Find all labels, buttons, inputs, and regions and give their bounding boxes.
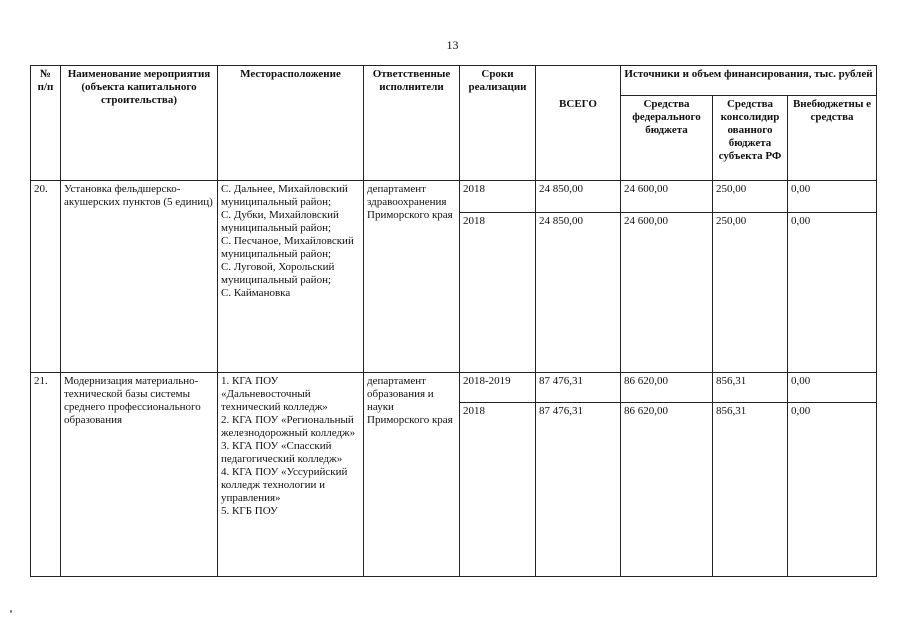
row-consolidated: 856,31 [713, 373, 788, 403]
row-total: 24 850,00 [536, 213, 621, 235]
row-name: Установка фельдшерско-акушерских пунктов (5 единиц) [61, 181, 218, 373]
header-name: Наименование мероприятия (объекта капитального строительства) [61, 66, 218, 181]
row-num: 20. [31, 181, 61, 373]
header-num: № п/п [31, 66, 61, 181]
row-federal-blank [621, 425, 713, 577]
row-consolidated: 250,00 [713, 213, 788, 235]
row-extrabudget: 0,00 [788, 213, 877, 235]
row-federal: 24 600,00 [621, 181, 713, 213]
header-location: Месторасположение [218, 66, 364, 181]
header-extrabudget: Внебюджетны е средства [788, 96, 877, 181]
row-total: 87 476,31 [536, 403, 621, 425]
header-consolidated: Средства консолидир ованного бюджета субъекта РФ [713, 96, 788, 181]
row-responsible: департамент образования и науки Приморского края [364, 373, 460, 577]
page-number: 13 [446, 38, 459, 52]
row-extrabudget: 0,00 [788, 373, 877, 403]
financing-table [30, 65, 877, 577]
row-consolidated-blank [713, 425, 788, 577]
row-location: С. Дальнее, Михайловский муниципальный район; С. Дубки, Михайловский муниципальный район; С. Песчаное, Михайловский муниципальный район; С. Луговой, Хорольский муниципальный район; С. Каймановка [218, 181, 364, 373]
row-location: 1. КГА ПОУ «Дальневосточный технический колледж» 2. КГА ПОУ «Региональный железнодорожный колледж» 3. КГА ПОУ «Спасский педагогический колледж» 4. КГА ПОУ «Уссурийский колледж технологии и управления» 5. КГБ ПОУ [218, 373, 364, 577]
row-total: 24 850,00 [536, 181, 621, 213]
header-terms: Сроки реализации [460, 66, 536, 181]
row-term: 2018-2019 [460, 373, 536, 403]
header-federal: Средства федерального бюджета [621, 96, 713, 181]
row-extrabudget: 0,00 [788, 403, 877, 425]
row-consolidated: 250,00 [713, 181, 788, 213]
row-federal: 24 600,00 [621, 213, 713, 235]
row-federal: 86 620,00 [621, 403, 713, 425]
header-total: ВСЕГО [536, 96, 621, 181]
row-term: 2018 [460, 403, 536, 425]
row-term: 2018 [460, 213, 536, 235]
row-total-blank [536, 425, 621, 577]
row-term-blank [460, 235, 536, 373]
header-responsible: Ответственные исполнители [364, 66, 460, 181]
row-term-blank [460, 425, 536, 577]
row-extrabudget-blank [788, 235, 877, 373]
table-row [31, 373, 877, 403]
row-total: 87 476,31 [536, 373, 621, 403]
row-term: 2018 [460, 181, 536, 213]
row-consolidated-blank [713, 235, 788, 373]
header-financing: Источники и объем финансирования, тыс. рублей [621, 66, 877, 96]
row-responsible: департамент здравоохранения Приморского края [364, 181, 460, 373]
row-extrabudget: 0,00 [788, 181, 877, 213]
table-row [31, 181, 877, 213]
row-consolidated: 856,31 [713, 403, 788, 425]
scan-speck [10, 610, 12, 613]
header-total-top [536, 66, 621, 96]
row-federal-blank [621, 235, 713, 373]
row-total-blank [536, 235, 621, 373]
row-num: 21. [31, 373, 61, 577]
row-federal: 86 620,00 [621, 373, 713, 403]
row-name: Модернизация материально-технической базы системы среднего профессионального образования [61, 373, 218, 577]
row-extrabudget-blank [788, 425, 877, 577]
